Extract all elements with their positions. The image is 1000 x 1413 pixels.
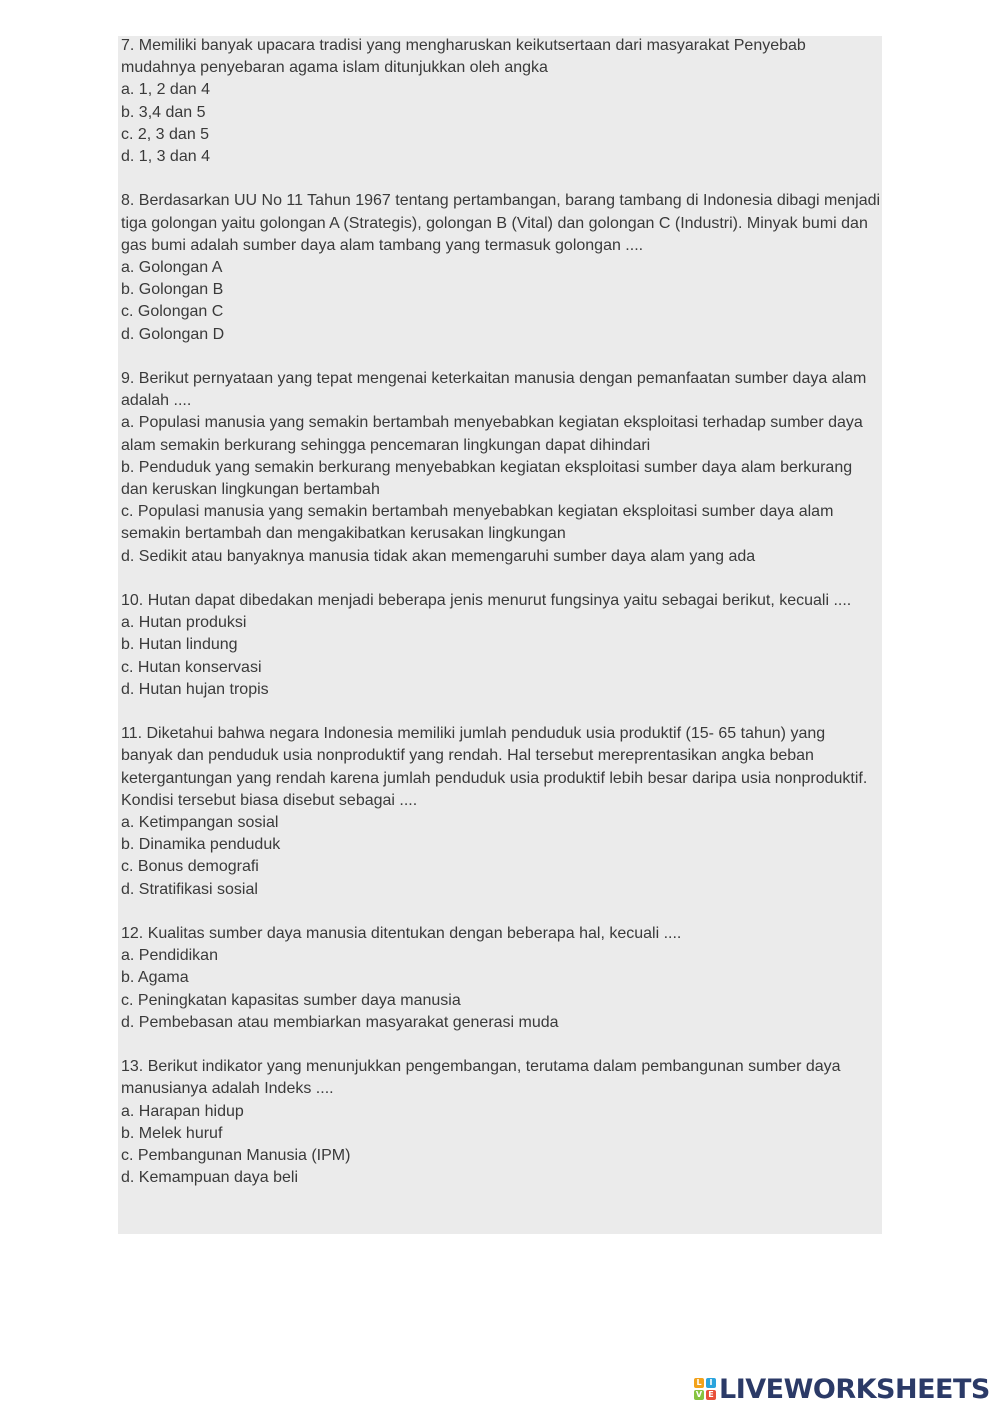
- answer-option-b[interactable]: b. 3,4 dan 5: [121, 103, 206, 121]
- logo-mark-tile: L: [694, 1378, 704, 1388]
- answer-option-c[interactable]: c. Populasi manusia yang semakin bertambah menyebabkan kegiatan eksploitasi sumber daya alam semakin bertambah dan mengakibatkan kerusakan lingkungan: [121, 503, 834, 543]
- answer-option-c[interactable]: c. 2, 3 dan 5: [121, 125, 210, 143]
- answer-option-b[interactable]: b. Penduduk yang semakin berkurang menyebabkan kegiatan eksploitasi sumber daya alam berkurang dan keruskan lingkungan bertambah: [121, 458, 853, 499]
- answer-option-c[interactable]: c. Hutan konservasi: [121, 658, 262, 676]
- answer-option-b[interactable]: b. Golongan B: [121, 281, 224, 299]
- answer-option-c[interactable]: c. Bonus demografi: [121, 858, 259, 876]
- answer-option-a[interactable]: a. Populasi manusia yang semakin bertambah menyebabkan kegiatan eksploitasi terhadap sumber daya alam semakin berkurang sehingga pencemaran lingkungan dapat dihindari: [121, 414, 863, 454]
- answer-option-a[interactable]: a. Pendidikan: [121, 947, 218, 965]
- answer-option-a[interactable]: a. Hutan produksi: [121, 614, 247, 632]
- answer-option-d[interactable]: d. Sedikit atau banyaknya manusia tidak akan memengaruhi sumber daya alam yang ada: [121, 547, 756, 565]
- answer-option-d[interactable]: d. Hutan hujan tropis: [121, 680, 269, 698]
- answer-option-d[interactable]: d. Kemampuan daya beli: [121, 1169, 298, 1187]
- question-9: [121, 368, 881, 568]
- answer-option-b[interactable]: b. Dinamika penduduk: [121, 836, 281, 854]
- question-8: [121, 190, 881, 345]
- logo-mark-tile: E: [706, 1390, 716, 1400]
- question-stem: 13. Berikut indikator yang menunjukkan pengembangan, terutama dalam pembangunan sumber daya manusianya adalah Indeks ....: [121, 1058, 841, 1098]
- answer-option-b[interactable]: b. Melek huruf: [121, 1124, 223, 1142]
- question-list: [121, 35, 881, 1212]
- answer-option-a[interactable]: a. Golongan A: [121, 259, 223, 277]
- answer-option-c[interactable]: c. Golongan C: [121, 303, 224, 321]
- question-stem: 9. Berikut pernyataan yang tepat mengenai keterkaitan manusia dengan pemanfaatan sumber daya alam adalah ....: [121, 370, 867, 410]
- answer-option-c[interactable]: c. Peningkatan kapasitas sumber daya manusia: [121, 991, 461, 1009]
- question-13: [121, 1056, 881, 1189]
- answer-option-b[interactable]: b. Hutan lindung: [121, 636, 238, 654]
- logo-mark-tile: I: [706, 1378, 716, 1388]
- answer-option-b[interactable]: b. Agama: [121, 969, 189, 987]
- question-11: [121, 723, 881, 901]
- answer-option-d[interactable]: d. Pembebasan atau membiarkan masyarakat generasi muda: [121, 1013, 559, 1031]
- answer-option-d[interactable]: d. 1, 3 dan 4: [121, 148, 210, 166]
- question-12: [121, 923, 881, 1034]
- question-stem: 10. Hutan dapat dibedakan menjadi beberapa jenis menurut fungsinya yaitu sebagai berikut, kecuali ....: [121, 592, 852, 610]
- question-7: [121, 35, 881, 168]
- question-10: [121, 590, 881, 701]
- answer-option-d[interactable]: d. Stratifikasi sosial: [121, 880, 258, 898]
- answer-option-a[interactable]: a. Ketimpangan sosial: [121, 814, 279, 832]
- question-stem: 8. Berdasarkan UU No 11 Tahun 1967 tentang pertambangan, barang tambang di Indonesia dibagi menjadi tiga golongan yaitu golongan A (Strategis), golongan B (Vital) dan golongan C (Industri). Minyak bumi dan gas bumi adalah sumber daya alam tambang yang termasuk golongan ....: [121, 192, 881, 254]
- answer-option-a[interactable]: a. Harapan hidup: [121, 1102, 244, 1120]
- answer-option-a[interactable]: a. 1, 2 dan 4: [121, 81, 210, 99]
- question-stem: 12. Kualitas sumber daya manusia ditentukan dengan beberapa hal, kecuali ....: [121, 925, 682, 943]
- logo-mark-tile: V: [695, 1390, 703, 1399]
- answer-option-d[interactable]: d. Golongan D: [121, 325, 225, 343]
- answer-option-c[interactable]: c. Pembangunan Manusia (IPM): [121, 1147, 351, 1165]
- logo-mark-icon: [694, 1378, 716, 1400]
- question-stem: 11. Diketahui bahwa negara Indonesia memiliki jumlah penduduk usia produktif (15- 65 tahun) yang banyak dan penduduk usia nonproduktif yang rendah. Hal tersebut mereprentasikan angka beban ketergantungan yang rendah karena jumlah penduduk usia produktif lebih besar daripa usia nonproduktif. Kondisi tersebut biasa disebut sebagai ....: [121, 725, 868, 809]
- liveworksheets-logo[interactable]: [694, 1374, 990, 1404]
- question-stem: 7. Memiliki banyak upacara tradisi yang mengharuskan keikutsertaan dari masyarakat Penyebab mudahnya penyebaran agama islam ditunjukkan oleh angka: [121, 37, 806, 77]
- logo-text: LIVEWORKSHEETS: [719, 1373, 990, 1405]
